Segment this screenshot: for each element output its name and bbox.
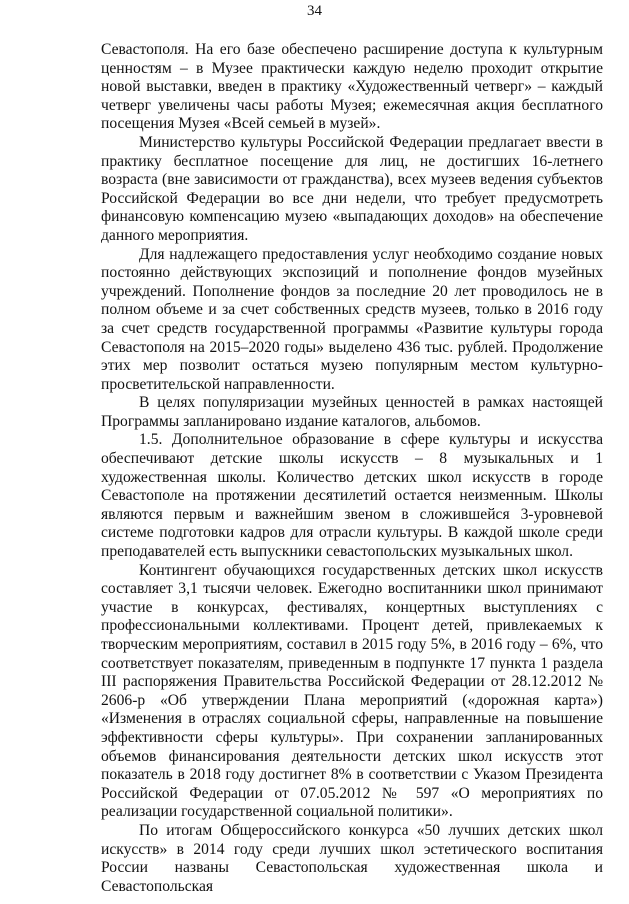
paragraph-collection-funding: Для надлежащего предоставления услуг необходимо создание новых постоянно действующих экспозиций и пополнение фондов музейных учреждений. Пополнение фондов за последние 20 лет проводилось не в полном объеме и за счет собственных средств музеев, только в 2016 году за счет средств государственной программы «Развитие культуры города Севастополя на 2015–2020 годы» выделено 436 тыс. рублей. Продолжение этих мер позволит остаться музею популярным местом культурно-просветительской направленности. <box>101 245 603 393</box>
paragraph-catalogs: В целях популяризации музейных ценностей в рамках настоящей Программы запланировано издание каталогов, альбомов. <box>101 394 603 430</box>
document-body <box>101 41 603 896</box>
paragraph-competition-results: По итогам Общероссийского конкурса «50 лучших детских школ искусств» в 2014 году среди лучших школ эстетического воспитания России названы Севастопольская художественная школа и Севастопольская <box>101 821 603 895</box>
page-number: 34 <box>307 3 322 19</box>
paragraph-section-1-5: 1.5. Дополнительное образование в сфере культуры и искусства обеспечивают детские школы искусств – 8 музыкальных и 1 художественная школы. Количество детских школ искусств в городе Севастополе на протяжении десятилетий остается неизменным. Школы являются первым и важнейшим звеном в сложившейся 3-уровневой системе подготовки кадров для отрасли культуры. В каждой школе среди преподавателей есть выпускники севастопольских музыкальных школ. <box>101 431 603 561</box>
paragraph-free-visits: Министерство культуры Российской Федерации предлагает ввести в практику бесплатное посещение для лиц, не достигших 16-летнего возраста (вне зависимости от гражданства), всех музеев ведения субъектов Российской Федерации во все дни недели, что требует предусмотреть финансовую компенсацию музею «выпадающих доходов» на обеспечение данного мероприятия. <box>101 133 603 244</box>
paragraph-museum-access: Севастополя. На его базе обеспечено расширение доступа к культурным ценностям – в Музее практически каждую неделю проходит открытие новой выставки, введен в практику «Художественный четверг» – каждый четверг увеличены часы работы Музея; ежемесячная акция бесплатного посещения Музея «Всей семьей в музей». <box>101 41 603 133</box>
paragraph-student-contingent: Контингент обучающихся государственных детских школ искусств составляет 3,1 тысячи человек. Ежегодно воспитанники школ принимают участие в конкурсах, фестивалях, концертных выступлениях с профессиональными коллективами. Процент детей, привлекаемых к творческим мероприятиям, составил в 2015 году 5%, в 2016 году – 6%, что соответствует показателям, приведенным в подпункте 17 пункта 1 раздела III распоряжения Правительства Российской Федерации от 28.12.2012 № 2606-р «Об утверждении Плана мероприятий («дорожная карта») «Изменения в отраслях социальной сферы, направленные на повышение эффективности сферы культуры». При сохранении запланированных объемов финансирования деятельности детских школ искусств этот показатель в 2018 году достигнет 8% в соответствии с Указом Президента Российской Федерации от 07.05.2012 № 597 «О мероприятиях по реализации государственной социальной политики». <box>101 561 603 821</box>
